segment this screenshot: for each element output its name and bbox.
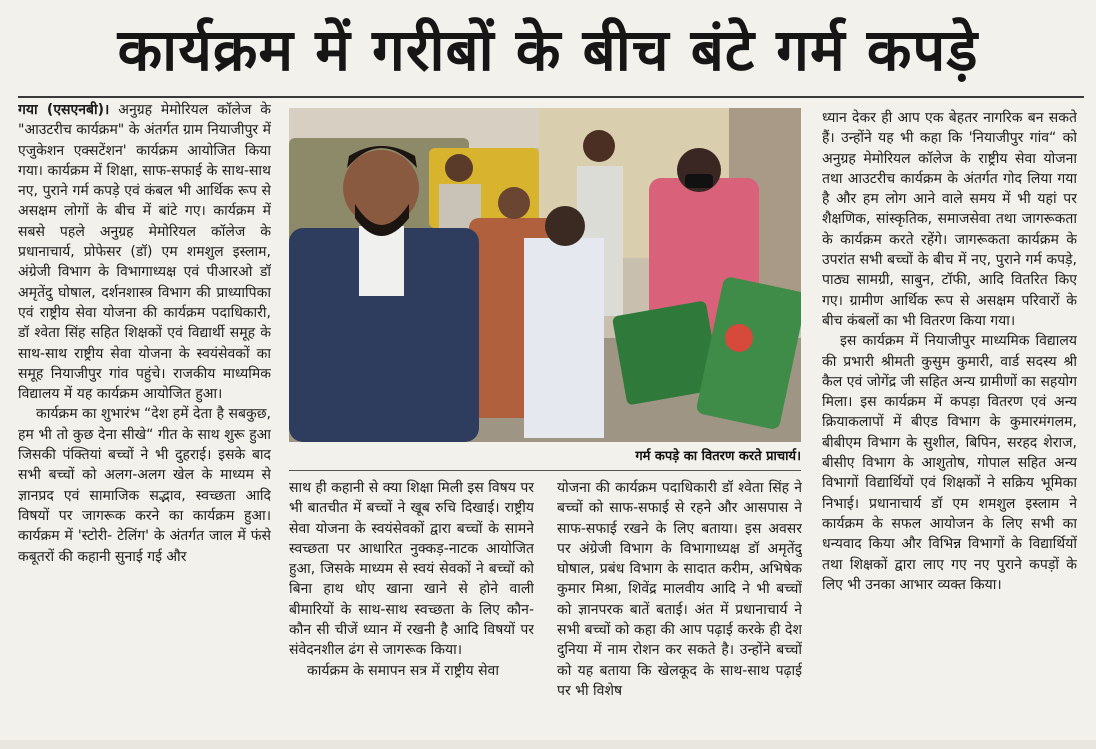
article-column-4 (822, 108, 1077, 740)
news-photo-illustration (289, 108, 801, 442)
face-mask (685, 174, 713, 188)
column-2-paragraph-2: कार्यक्रम के समापन सत्र में राष्ट्रीय सेवा (307, 662, 499, 679)
blanket-flower (725, 324, 753, 352)
column-1-paragraph-1 (18, 100, 271, 404)
column-1-paragraph-2: कार्यक्रम का शुभारंभ “देश हमें देता है सबकुछ, हम भी तो कुछ देना सीखे“ गीत के साथ शुरू हुआ जिसकी पंक्तियां बच्चों ने भी दुहराई। इसके बाद सभी बच्चों को अलग-अलग खेल के माध्यम से ज्ञानप्रद एवं सामाजिक सद्भाव, स्वच्छता आदि विषयों पर जागरूक करने का कार्यक्रम हुआ। कार्यक्रम में 'स्टोरी- टेलिंग' के अंतर्गत जाल में फंसे कबूतरों की कहानी सुनाई गई और (18, 406, 271, 565)
news-photo (289, 108, 801, 442)
column-2-paragraph-1: साथ ही कहानी से क्या शिक्षा मिली इस विषय पर भी बातचीत में बच्चों ने खूब रुचि दिखाई। राष्ट्रीय सेवा योजना के स्वयंसेवकों द्वारा बच्चों के सामने स्वच्छता पर आधारित नुक्कड़-नाटक आयोजित हुआ, जिसके माध्यम से स्वयं सेवकों ने बच्चों को बिना हाथ धोए खाना खाने से होने वाली बीमारियों के साथ-साथ स्वच्छता के लिए कौन-कौन सी चीजें ध्यान में रखनी है आदि विषयों पर संवेदनशील ढंग से जागरूक किया। (289, 480, 534, 659)
column-4-paragraph-1: ध्यान देकर ही आप एक बेहतर नागरिक बन सकते हैं। उन्होंने यह भी कहा कि 'नियाजीपुर गांव“ को अनुग्रह मेमोरियल कॉलेज के राष्ट्रीय सेवा योजना तथा आउटरीच कार्यक्रम के अंतर्गत गोद लिया गया है और हम लोग आने वाले समय में भी यहां पर शैक्षणिक, सांस्कृतिक, समाजसेवा तथा जागरूकता के कार्यक्रम करते रहेंगे। जागरूकता कार्यक्रम के उपरांत सभी बच्चों के बीच में नए, पुराने गर्म कपड़े, पाठ्य सामग्री, साबुन, टॉफी, आदि वितरित किए गए। ग्रामीण आर्थिक रूप से असक्षम परिवारों के बीच कंबलों का भी वितरण किया गया। (822, 110, 1077, 329)
article-column-2 (289, 478, 534, 738)
article-column-3 (557, 478, 802, 738)
boy-head (545, 206, 585, 246)
caption-rule (289, 470, 801, 471)
column-1-text-1: अनुग्रह मेमोरियल कॉलेज के "आउटरीच कार्यक्रम" के अंतर्गत ग्राम नियाजीपुर में एजुकेशन एक्सटेंशन' कार्यक्रम आयोजित किया गया। कार्यक्रम में शिक्षा, साफ-सफाई के साथ-साथ नए, पुराने गर्म कपड़े एवं कंबल भी आर्थिक रूप से असक्षम लोगों के बीच में बांटे गए। कार्यक्रम में सबसे पहले अनुग्रह मेमोरियल कॉलेज के प्रधानाचार्य, प्रोफेसर (डॉ) एम शमशुल इस्लाम, अंग्रेजी विभाग के विभागाध्यक्ष एवं पीआरओ डॉ अमृतेंदु घोषाल, दर्शनशास्त्र विभाग की प्राध्यापिका एवं राष्ट्रीय सेवा योजना की कार्यक्रम पदाधिकारी, डॉ श्वेता सिंह सहित शिक्षकों एवं विद्यार्थी समूह के साथ-साथ राष्ट्रीय सेवा योजना के स्वयंसेवकों का समूह नियाजीपुर गांव पहुंचे। राजकीय माध्यमिक विद्यालय में यह कार्यक्रम आयोजित हुआ। (18, 102, 271, 403)
column-4-paragraph-2: इस कार्यक्रम में नियाजीपुर माध्यमिक विद्यालय की प्रभारी श्रीमती कुसुम कुमारी, वार्ड सदस्य श्री कैल एवं जोगेंद्र जी सहित अन्य ग्रामीणों का सहयोग मिला। इस कार्यक्रम में कपड़ा वितरण एवं अन्य क्रियाकलापों में बीएड विभाग के कुमारमंगलम, बीबीएम विभाग के सुशील, बिपिन, सरहद शेराज, बीसीए विभाग के आशुतोष, गोपाल सहित अन्य विभागों विद्यार्थियों एवं शिक्षकों ने सक्रिय भूमिका निभाई। प्रधानाचार्य डॉ एम शमशुल इस्लाम ने कार्यक्रम के सफल आयोजन के लिए सभी का धन्यवाद किया और विभिन्न विभागों के विद्यार्थियों तथा शिक्षकों द्वारा लाए गए नए पुराने कपड़ों के लिए भी उनका आभार व्यक्त किया। (822, 333, 1077, 593)
article-column-1 (18, 100, 271, 740)
boy-shirt (524, 238, 604, 438)
headline-rule (18, 96, 1084, 98)
white-scarf (359, 226, 404, 296)
column-3-paragraph-1: योजना की कार्यक्रम पदाधिकारी डॉ श्वेता सिंह ने बच्चों को साफ-सफाई से रहने और आसपास ने साफ-सफाई रखने के लिए बताया। इस अवसर पर अंग्रेजी विभाग के विभागाध्यक्ष डॉ अमृतेंदु घोषाल, प्रबंध विभाग के सादात करीम, अभिषेक कुमार मिश्रा, शिवेंद्र मालवीय आदि ने भी बच्चों को ज्ञानपरक बातें बताई। अंत में प्रधानाचार्य ने सभी बच्चों को कहा की आप पढ़ाई करके ही देश दुनिया में नाम रोशन कर सकते है। उन्होंने बच्चों को यह बताया कि खेलकूद के साथ-साथ पढ़ाई पर भी विशेष (557, 480, 802, 699)
next-article-edge (0, 740, 1096, 749)
headline: कार्यक्रम में गरीबों के बीच बंटे गर्म कपड़े (117, 16, 979, 84)
photo-caption: गर्म कपड़े का वितरण करते प्राचार्य। (635, 449, 801, 464)
villager-head (583, 130, 615, 162)
bystander-head (445, 154, 473, 182)
woman-head (498, 187, 530, 219)
dateline: गया (एसएनबी)। (18, 102, 110, 118)
